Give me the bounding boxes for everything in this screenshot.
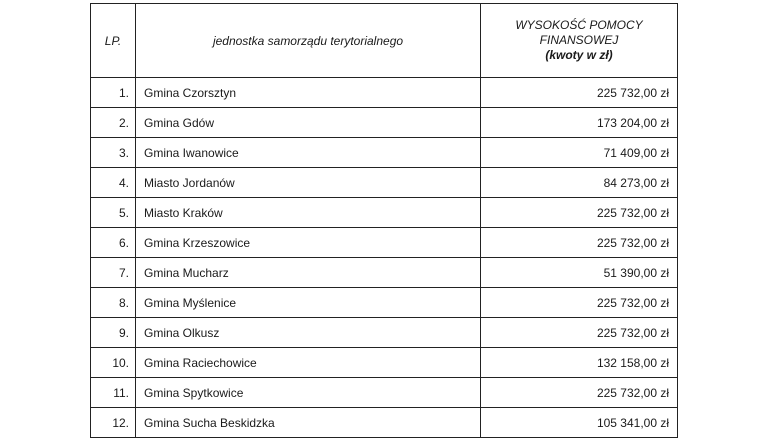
row-unit-name: Gmina Mucharz: [136, 258, 481, 288]
row-number: 8.: [91, 288, 136, 318]
row-amount: 225 732,00 zł: [481, 228, 678, 258]
header-amount: [481, 4, 678, 78]
row-number: 11.: [91, 378, 136, 408]
header-lp: LP.: [91, 4, 136, 78]
table-row: [91, 108, 678, 138]
table-row: [91, 198, 678, 228]
table-row: [91, 318, 678, 348]
row-amount: 225 732,00 zł: [481, 378, 678, 408]
table-row: [91, 288, 678, 318]
row-amount: 225 732,00 zł: [481, 78, 678, 108]
row-amount: 84 273,00 zł: [481, 168, 678, 198]
header-unit-name: jednostka samorządu terytorialnego: [136, 4, 481, 78]
row-amount: 173 204,00 zł: [481, 108, 678, 138]
row-number: 10.: [91, 348, 136, 378]
row-amount: 225 732,00 zł: [481, 288, 678, 318]
table-row: [91, 228, 678, 258]
table-row: [91, 258, 678, 288]
row-number: 4.: [91, 168, 136, 198]
row-number: 1.: [91, 78, 136, 108]
row-unit-name: Gmina Krzeszowice: [136, 228, 481, 258]
table-body: [91, 78, 678, 438]
row-unit-name: Gmina Gdów: [136, 108, 481, 138]
row-unit-name: Gmina Sucha Beskidzka: [136, 408, 481, 438]
row-amount: 225 732,00 zł: [481, 318, 678, 348]
row-unit-name: Gmina Raciechowice: [136, 348, 481, 378]
row-number: 12.: [91, 408, 136, 438]
row-amount: 132 158,00 zł: [481, 348, 678, 378]
table-row: [91, 78, 678, 108]
row-amount: 225 732,00 zł: [481, 198, 678, 228]
table-row: [91, 138, 678, 168]
header-amount-units: (kwoty w zł): [545, 48, 613, 62]
financial-aid-table: [90, 3, 678, 438]
row-unit-name: Miasto Kraków: [136, 198, 481, 228]
row-amount: 71 409,00 zł: [481, 138, 678, 168]
row-number: 3.: [91, 138, 136, 168]
row-unit-name: Miasto Jordanów: [136, 168, 481, 198]
row-unit-name: Gmina Iwanowice: [136, 138, 481, 168]
header-amount-line1: WYSOKOŚĆ POMOCY: [515, 18, 643, 32]
row-unit-name: Gmina Spytkowice: [136, 378, 481, 408]
row-unit-name: Gmina Olkusz: [136, 318, 481, 348]
table-row: [91, 168, 678, 198]
table-header-row: [91, 4, 678, 78]
table-row: [91, 348, 678, 378]
row-number: 2.: [91, 108, 136, 138]
row-amount: 105 341,00 zł: [481, 408, 678, 438]
table-row: [91, 378, 678, 408]
row-amount: 51 390,00 zł: [481, 258, 678, 288]
header-amount-line2: FINANSOWEJ: [539, 33, 619, 47]
row-number: 7.: [91, 258, 136, 288]
row-unit-name: Gmina Czorsztyn: [136, 78, 481, 108]
row-unit-name: Gmina Myślenice: [136, 288, 481, 318]
row-number: 5.: [91, 198, 136, 228]
row-number: 6.: [91, 228, 136, 258]
row-number: 9.: [91, 318, 136, 348]
table-row: [91, 408, 678, 438]
